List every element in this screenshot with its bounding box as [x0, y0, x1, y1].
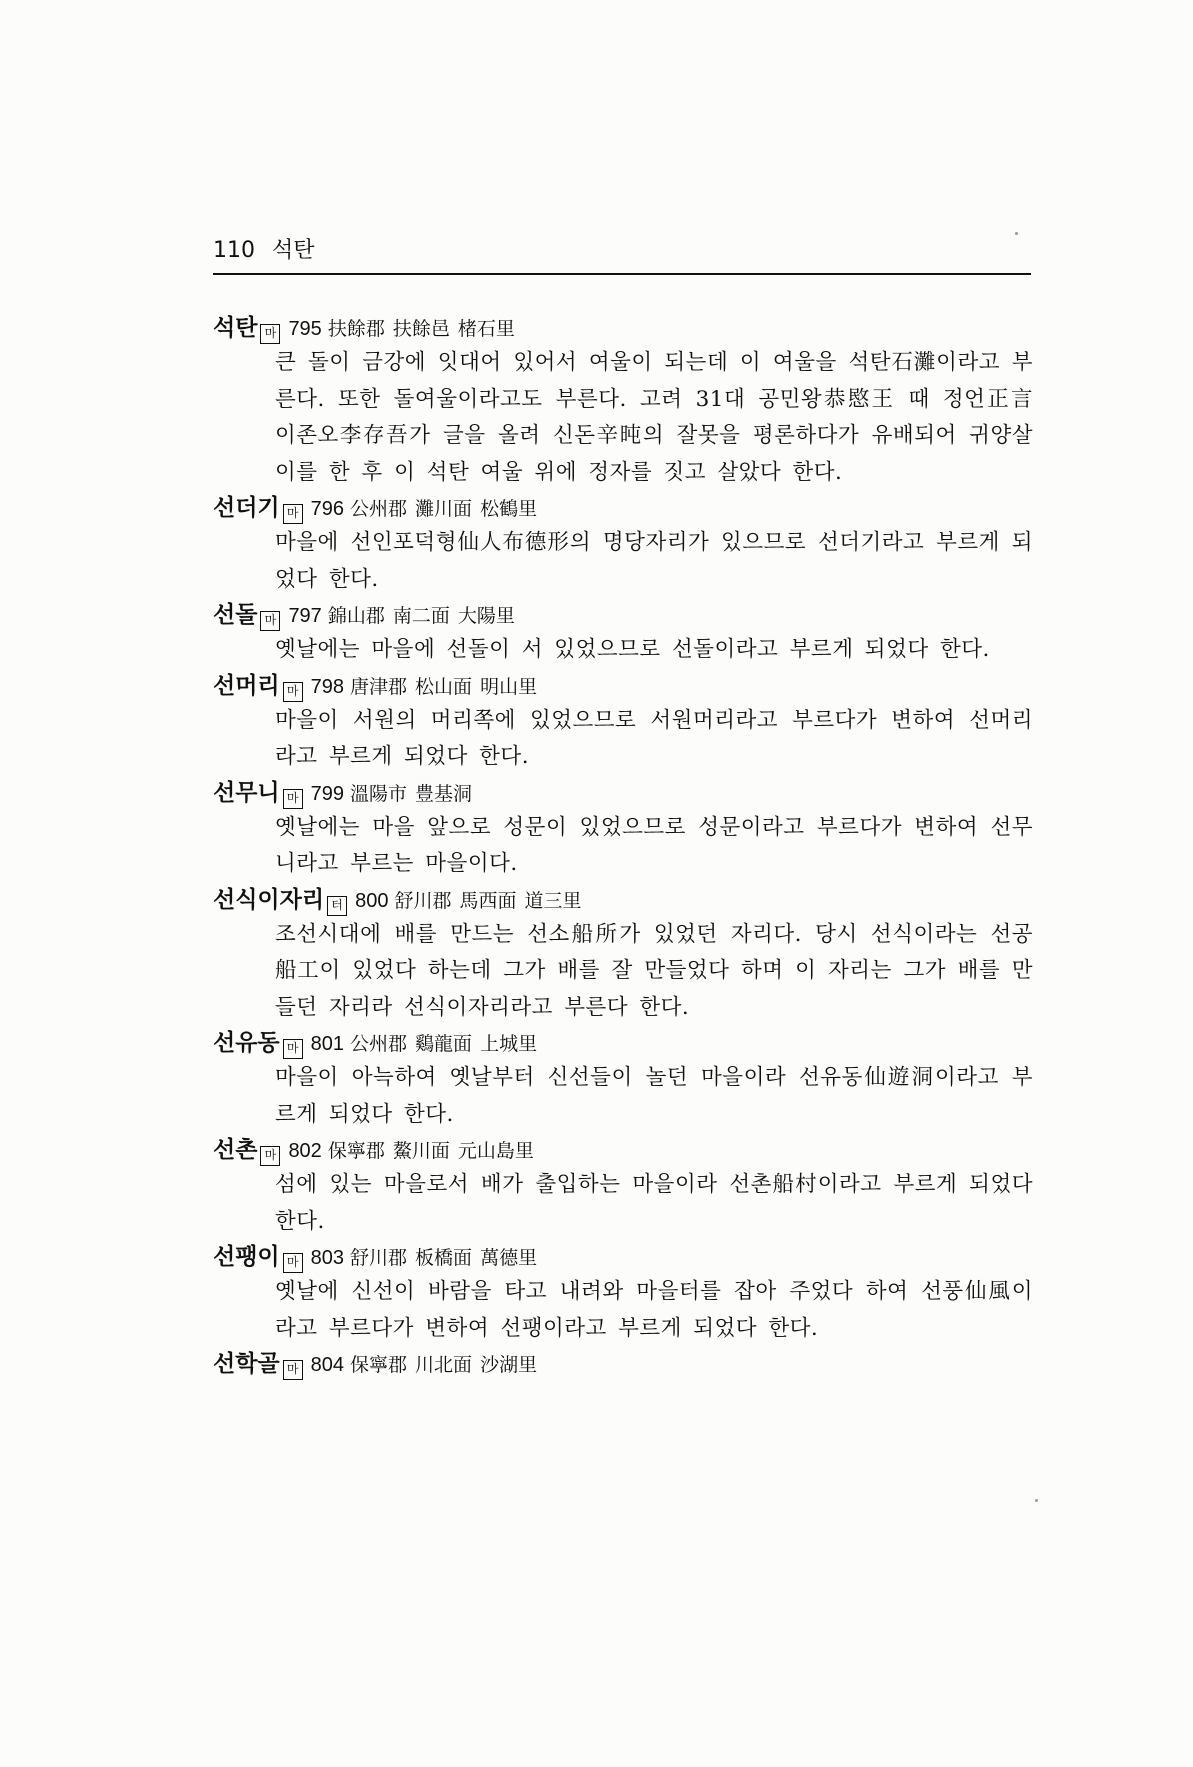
entry-term: 선머리	[213, 672, 280, 699]
entry-term: 선유동	[213, 1030, 280, 1056]
township-name: 松山面	[415, 675, 473, 698]
village-name: 大陽里	[457, 605, 515, 627]
entry-number: 796	[310, 498, 345, 520]
entry	[213, 1240, 1033, 1347]
county-name: 舒川郡	[350, 1247, 408, 1269]
village-name: 道三里	[524, 889, 582, 912]
township-name: 灘川面	[415, 498, 473, 520]
entry-heading	[213, 669, 1033, 703]
county-name: 保寧郡	[350, 1354, 408, 1376]
village-name: 松鶴里	[480, 498, 538, 520]
entry	[213, 1347, 1033, 1381]
entry-term: 선촌	[213, 1137, 258, 1163]
entry-description: 마을이 아늑하여 옛날부터 신선들이 놀던 마을이라 선유동仙遊洞이라고 부르게 되었다 한다.	[275, 1065, 1033, 1127]
entry	[213, 491, 1033, 598]
entry-number: 800	[355, 889, 389, 912]
county-name: 舒川郡	[394, 889, 452, 912]
category-mark: 마	[283, 1039, 303, 1059]
entry	[213, 669, 1033, 776]
entry-description: 옛날에는 마을 앞으로 성문이 있었으므로 성문이라고 부르다가 변하여 선무니라고 부르는 마을이다.	[275, 814, 1033, 876]
entry-heading	[213, 311, 1033, 345]
category-mark: 마	[283, 1360, 303, 1380]
entry-number: 795	[288, 318, 322, 340]
running-head-title: 석탄	[272, 238, 315, 263]
entry-heading	[213, 883, 1033, 917]
village-name: 楮石里	[457, 318, 515, 340]
township-name: 板橋面	[415, 1247, 473, 1269]
running-head	[213, 233, 1031, 275]
county-name: 保寧郡	[327, 1140, 385, 1162]
entry	[213, 1026, 1033, 1133]
county-name: 公州郡	[350, 498, 408, 520]
scan-speck	[1035, 1499, 1038, 1502]
city-name: 溫陽市	[350, 782, 408, 805]
entry-heading	[213, 1026, 1033, 1060]
entry-number: 804	[310, 1354, 345, 1376]
village-name: 萬德里	[480, 1247, 538, 1269]
township-name: 南二面	[392, 605, 450, 627]
county-name: 唐津郡	[350, 675, 408, 698]
township-name: 鰲川面	[392, 1140, 450, 1162]
entry-term: 선무니	[213, 779, 280, 806]
entry-list	[213, 311, 1033, 1381]
entry-description: 조선시대에 배를 만드는 선소船所가 있었던 자리다. 당시 선식이라는 선공船工이 있었다 하는데 그가 배를 잘 만들었다 하며 이 자리는 그가 배를 만들던 자리라 선식이자리라고 부른다 한다.	[275, 921, 1033, 1020]
entry	[213, 776, 1033, 883]
entry-number: 798	[310, 675, 345, 698]
entry	[213, 598, 1033, 669]
entry-heading	[213, 1133, 1033, 1167]
entry-term: 석탄	[213, 315, 258, 341]
entry-term: 선돌	[213, 602, 258, 628]
entry-term: 선식이자리	[213, 886, 325, 913]
entry-term: 선더기	[213, 495, 280, 521]
category-mark: 마	[283, 789, 303, 809]
category-mark: 마	[260, 1146, 280, 1166]
entry-heading	[213, 491, 1033, 525]
entry-heading	[213, 1240, 1033, 1274]
entry-number: 803	[310, 1247, 345, 1269]
page-number: 110	[213, 238, 255, 263]
category-mark: 터	[327, 896, 347, 916]
entry-number: 797	[288, 605, 322, 627]
village-name: 元山島里	[457, 1140, 534, 1162]
county-name: 公州郡	[350, 1033, 408, 1055]
entry-term: 선팽이	[213, 1244, 280, 1270]
category-mark: 마	[260, 324, 280, 344]
county-name: 錦山郡	[327, 605, 385, 627]
township-name: 扶餘邑	[392, 318, 450, 340]
entry-description: 옛날에 신선이 바람을 타고 내려와 마을터를 잡아 주었다 하여 선풍仙風이라고 부르다가 변하여 선팽이라고 부르게 되었다 한다.	[275, 1279, 1033, 1341]
township-name: 川北面	[415, 1354, 473, 1376]
entry	[213, 311, 1033, 491]
entry-heading	[213, 1347, 1033, 1381]
entry	[213, 883, 1033, 1027]
village-name: 上城里	[480, 1033, 538, 1055]
scan-speck	[1015, 232, 1018, 235]
entry-term: 선학골	[213, 1351, 280, 1377]
township-name: 鷄龍面	[415, 1033, 473, 1055]
county-name: 扶餘郡	[327, 318, 385, 340]
entry-heading	[213, 776, 1033, 810]
category-mark: 마	[283, 504, 303, 524]
category-mark: 마	[283, 1253, 303, 1273]
village-name: 沙湖里	[480, 1354, 538, 1376]
entry-description: 마을이 서원의 머리쪽에 있었으므로 서원머리라고 부르다가 변하여 선머리라고 부르게 되었다 한다.	[275, 707, 1033, 769]
entry-number: 799	[310, 782, 345, 805]
entry-description: 마을에 선인포덕형仙人布德形의 명당자리가 있으므로 선더기라고 부르게 되었다 한다.	[275, 530, 1033, 592]
district-name: 豊基洞	[415, 782, 473, 805]
entry-description: 섬에 있는 마을로서 배가 출입하는 마을이라 선촌船村이라고 부르게 되었다 한다.	[275, 1172, 1033, 1234]
village-name: 明山里	[480, 675, 538, 698]
township-name: 馬西面	[459, 889, 517, 912]
category-mark: 마	[260, 611, 280, 631]
entry-description: 큰 돌이 금강에 잇대어 있어서 여울이 되는데 이 여울을 석탄石灘이라고 부른다. 또한 돌여울이라고도 부른다. 고려 31대 공민왕恭愍王 때 정언正言 이존오李存吾가 글을 올려 신돈辛旽의 잘못을 평론하다가 유배되어 귀양살이를 한 후 이 석탄 여울 위에 정자를 짓고 살았다 한다.	[275, 350, 1033, 485]
entry-number: 802	[288, 1140, 322, 1162]
category-mark: 마	[283, 682, 303, 702]
entry-heading	[213, 598, 1033, 632]
entry-number: 801	[310, 1033, 345, 1055]
entry	[213, 1133, 1033, 1240]
entry-description: 옛날에는 마을에 선돌이 서 있었으므로 선돌이라고 부르게 되었다 한다.	[275, 637, 990, 662]
